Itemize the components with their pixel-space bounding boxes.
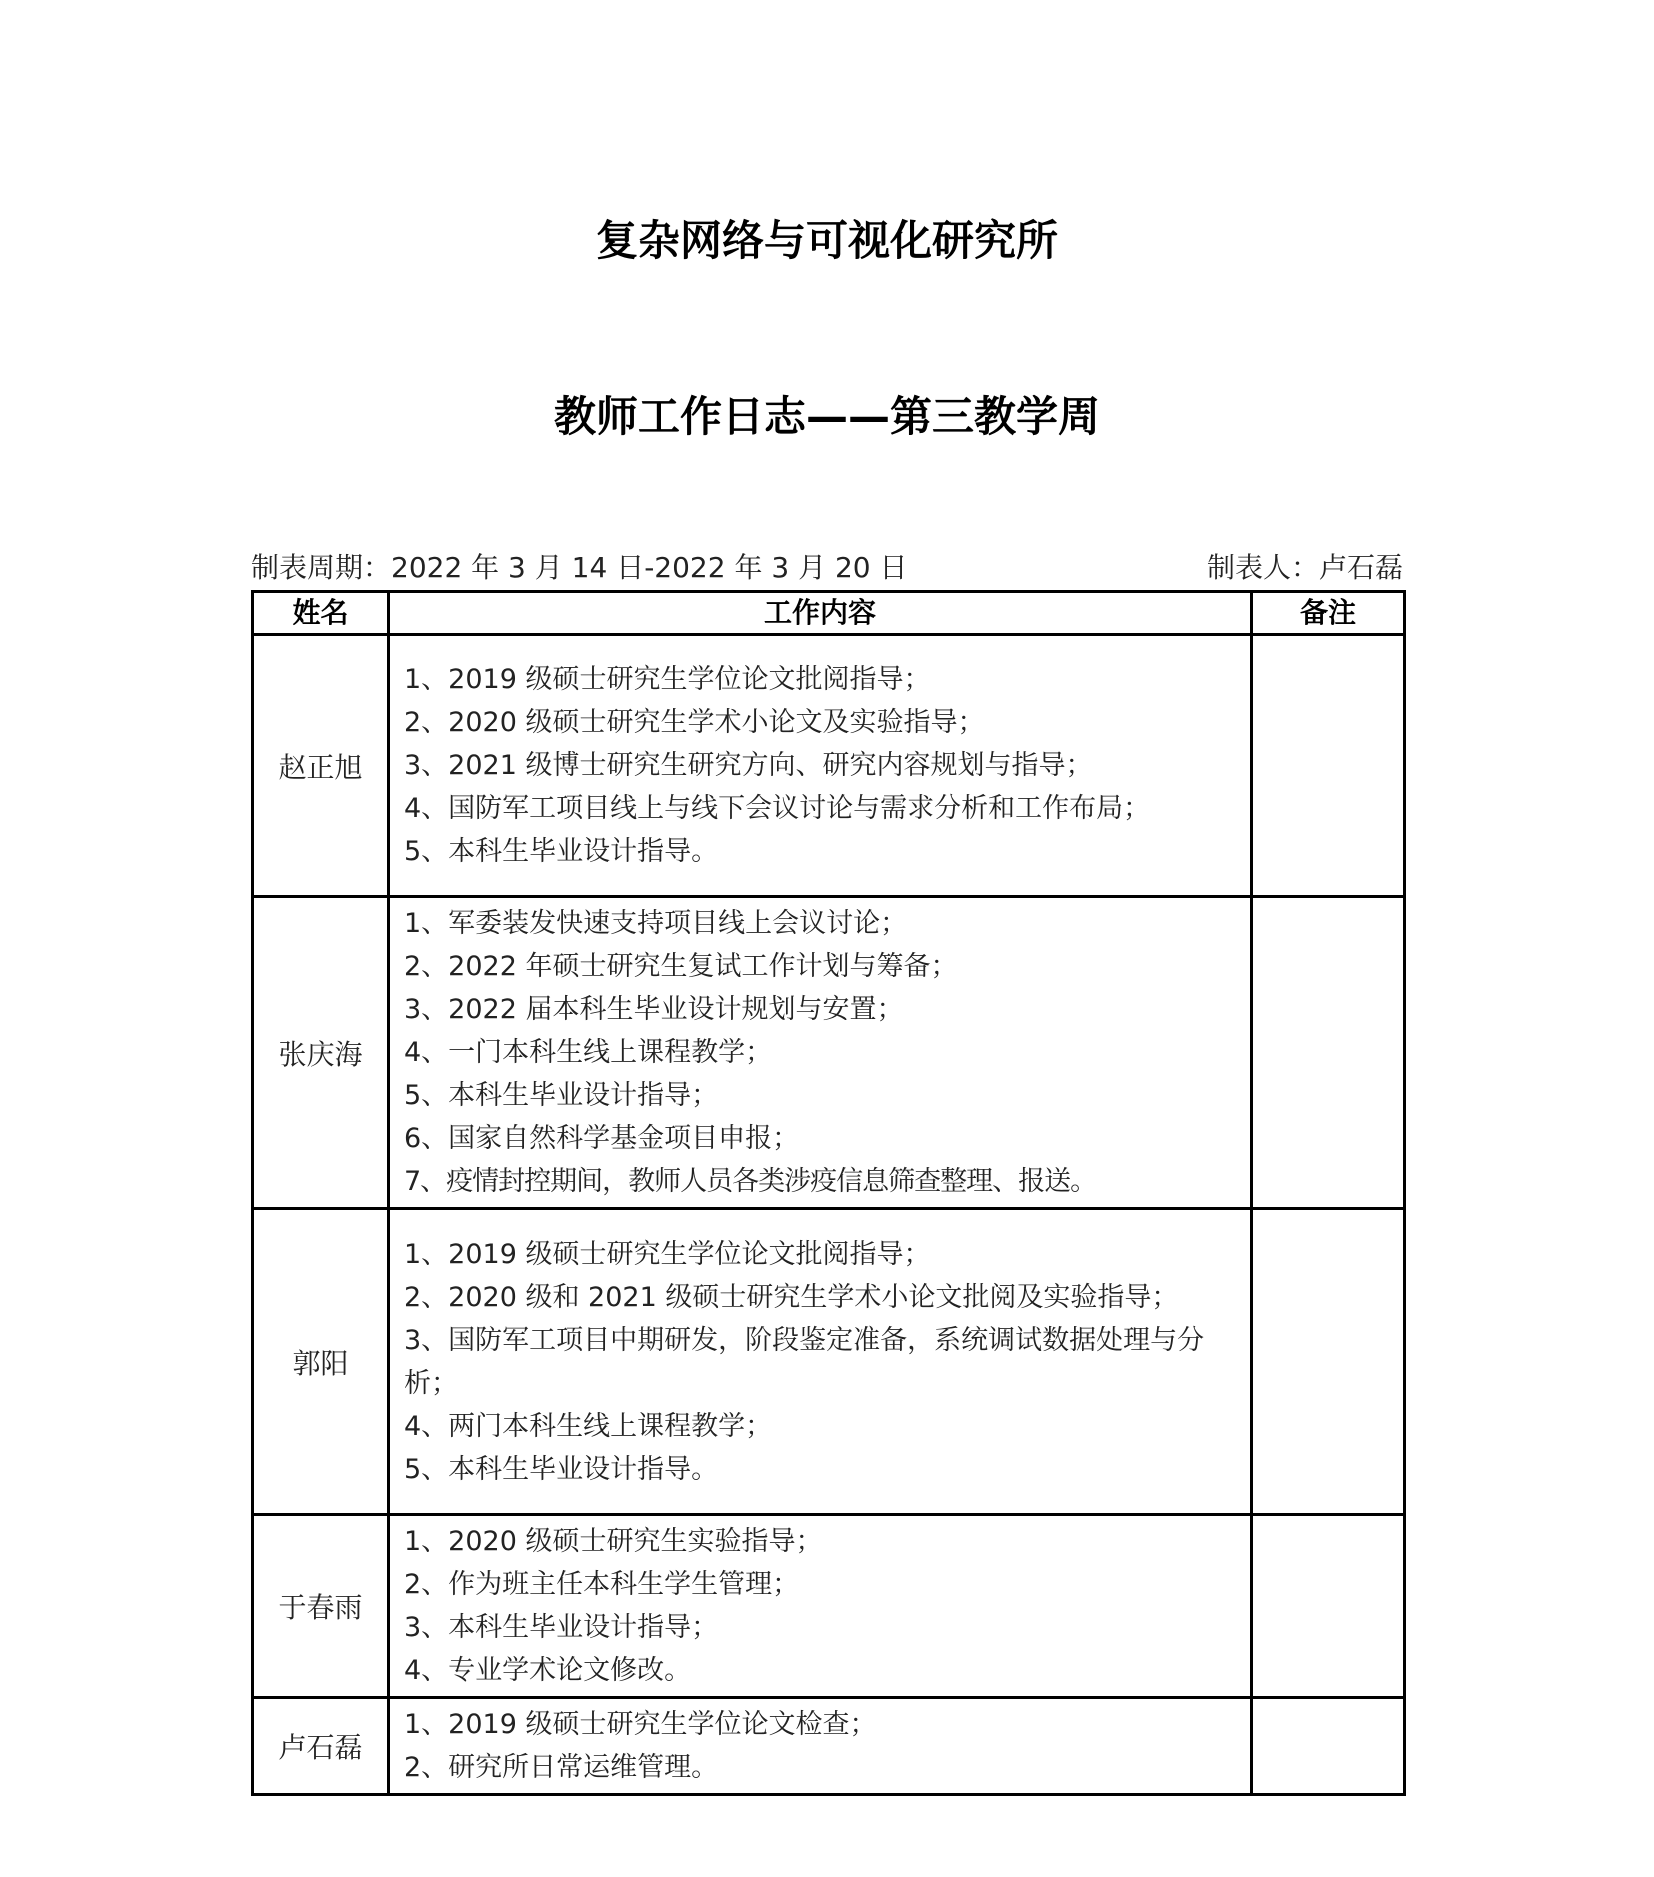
work-content bbox=[389, 1209, 1252, 1515]
work-content bbox=[389, 1698, 1252, 1795]
work-item: 1、2019 级硕士研究生学位论文检查； bbox=[404, 1709, 877, 1740]
work-item: 3、本科生毕业设计指导； bbox=[404, 1612, 719, 1643]
table-row bbox=[253, 1698, 1405, 1795]
work-item: 7、疫情封控期间，教师人员各类涉疫信息筛查整理、报送。 bbox=[404, 1166, 1097, 1197]
teacher-name: 赵正旭 bbox=[253, 635, 389, 897]
teacher-name: 卢石磊 bbox=[253, 1698, 389, 1795]
work-item: 5、本科生毕业设计指导。 bbox=[404, 1453, 719, 1485]
log-title: 教师工作日志——第三教学周 bbox=[553, 392, 1100, 441]
remark-cell bbox=[1252, 1698, 1405, 1795]
remark-cell bbox=[1252, 635, 1405, 897]
work-item: 1、军委装发快速支持项目线上会议讨论； bbox=[404, 908, 908, 939]
work-item: 3、2022 届本科生毕业设计规划与安置； bbox=[404, 994, 904, 1025]
remark-cell bbox=[1252, 897, 1405, 1209]
teacher-name: 于春雨 bbox=[253, 1515, 389, 1698]
work-content bbox=[389, 897, 1252, 1209]
work-item: 6、国家自然科学基金项目申报； bbox=[404, 1123, 800, 1154]
work-item: 4、两门本科生线上课程教学； bbox=[404, 1410, 773, 1442]
table-row bbox=[253, 635, 1405, 897]
author-label: 制表人：卢石磊 bbox=[1206, 551, 1403, 584]
work-item: 1、2019 级硕士研究生学位论文批阅指导； bbox=[404, 664, 931, 695]
work-item: 5、本科生毕业设计指导。 bbox=[404, 836, 719, 867]
work-item: 2、2020 级硕士研究生学术小论文及实验指导； bbox=[404, 707, 985, 738]
table-row bbox=[253, 1209, 1405, 1515]
work-item: 3、国防军工项目中期研发，阶段鉴定准备，系统调试数据处理与分析； bbox=[404, 1324, 1205, 1399]
work-item: 2、研究所日常运维管理。 bbox=[404, 1752, 719, 1783]
institute-title: 复杂网络与可视化研究所 bbox=[595, 216, 1058, 265]
work-item: 1、2019 级硕士研究生学位论文批阅指导； bbox=[404, 1238, 931, 1270]
period-label: 制表周期：2022 年 3 月 14 日-2022 年 3 月 20 日 bbox=[251, 551, 908, 584]
table-header-row bbox=[253, 592, 1405, 635]
table-row bbox=[253, 897, 1405, 1209]
table-meta bbox=[251, 548, 1403, 588]
table-row bbox=[253, 1515, 1405, 1698]
remark-cell bbox=[1252, 1209, 1405, 1515]
header-content: 工作内容 bbox=[389, 592, 1252, 635]
work-item: 4、国防军工项目线上与线下会议讨论与需求分析和工作布局； bbox=[404, 793, 1151, 824]
remark-cell bbox=[1252, 1515, 1405, 1698]
work-content bbox=[389, 635, 1252, 897]
teacher-name: 张庆海 bbox=[253, 897, 389, 1209]
work-item: 3、2021 级博士研究生研究方向、研究内容规划与指导； bbox=[404, 750, 1093, 781]
work-item: 2、2022 年硕士研究生复试工作计划与筹备； bbox=[404, 951, 958, 982]
header-remark: 备注 bbox=[1252, 592, 1405, 635]
work-item: 1、2020 级硕士研究生实验指导； bbox=[404, 1526, 823, 1557]
work-item: 4、专业学术论文修改。 bbox=[404, 1655, 692, 1686]
header-name: 姓名 bbox=[253, 592, 389, 635]
work-item: 5、本科生毕业设计指导； bbox=[404, 1080, 719, 1111]
work-item: 2、作为班主任本科生学生管理； bbox=[404, 1569, 800, 1600]
work-content bbox=[389, 1515, 1252, 1698]
teacher-name: 郭阳 bbox=[253, 1209, 389, 1515]
work-log-table bbox=[251, 590, 1406, 1796]
work-item: 4、一门本科生线上课程教学； bbox=[404, 1037, 773, 1068]
work-item: 2、2020 级和 2021 级硕士研究生学术小论文批阅及实验指导； bbox=[404, 1281, 1179, 1313]
